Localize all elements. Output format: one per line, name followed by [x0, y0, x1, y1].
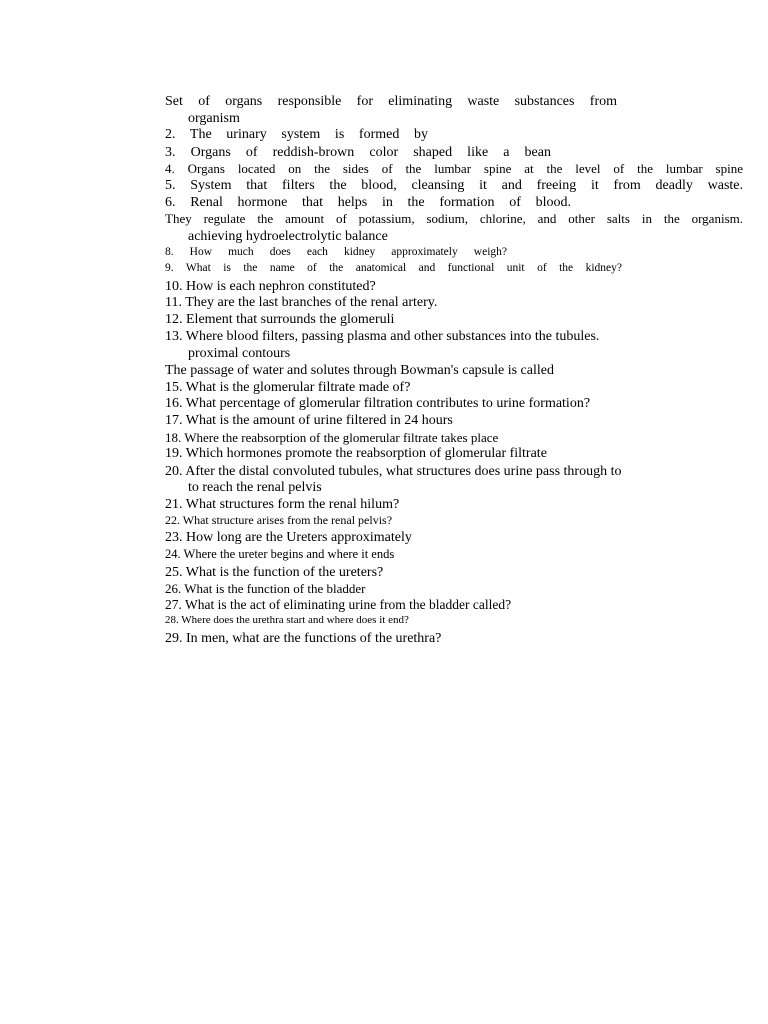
question-line: 17. What is the amount of urine filtered in 24 hours: [165, 413, 453, 428]
question-line: Set of organs responsible for eliminating waste substances from: [165, 94, 617, 109]
question-line: 4. Organs located on the sides of the lumbar spine at the level of the lumbar spine: [165, 161, 743, 176]
question-line-continuation: to reach the renal pelvis: [188, 480, 322, 495]
question-line: 20. After the distal convoluted tubules, what structures does urine pass through to: [165, 464, 622, 479]
question-line: 5. System that filters the blood, cleansing it and freeing it from deadly waste.: [165, 178, 743, 193]
question-line: 3. Organs of reddish-brown color shaped like a bean: [165, 145, 551, 160]
question-line: 27. What is the act of eliminating urine from the bladder called?: [165, 597, 512, 612]
question-line: 8. How much does each kidney approximately weigh?: [165, 246, 507, 258]
question-line: 18. Where the reabsorption of the glomerular filtrate takes place: [165, 430, 499, 445]
question-line: 13. Where blood filters, passing plasma and other substances into the tubules.: [165, 329, 600, 344]
question-line: 16. What percentage of glomerular filtration contributes to urine formation?: [165, 396, 591, 411]
question-line: 2. The urinary system is formed by: [165, 127, 428, 142]
question-line: 26. What is the function of the bladder: [165, 581, 366, 596]
question-line: 12. Element that surrounds the glomeruli: [165, 312, 395, 327]
question-line: 15. What is the glomerular filtrate made of?: [165, 380, 411, 395]
question-line: 24. Where the ureter begins and where it ends: [165, 547, 395, 561]
question-line: 28. Where does the urethra start and where does it end?: [165, 614, 409, 626]
question-line-continuation: organism: [188, 111, 240, 126]
question-line: 6. Renal hormone that helps in the formation of blood.: [165, 195, 571, 210]
question-line: 22. What structure arises from the renal pelvis?: [165, 513, 393, 527]
question-line: 10. How is each nephron constituted?: [165, 279, 376, 294]
question-line-continuation: achieving hydroelectrolytic balance: [188, 229, 388, 244]
question-line: They regulate the amount of potassium, sodium, chlorine, and other salts in the organism.: [165, 211, 743, 226]
question-line: 9. What is the name of the anatomical and functional unit of the kidney?: [165, 262, 622, 274]
question-line: The passage of water and solutes through Bowman's capsule is called: [165, 363, 554, 378]
question-line-continuation: proximal contours: [188, 346, 291, 361]
question-line: 21. What structures form the renal hilum?: [165, 497, 400, 512]
question-line: 11. They are the last branches of the renal artery.: [165, 295, 438, 310]
question-line: 23. How long are the Ureters approximately: [165, 530, 412, 545]
question-line: 29. In men, what are the functions of the urethra?: [165, 631, 442, 646]
question-line: 19. Which hormones promote the reabsorption of glomerular filtrate: [165, 446, 547, 461]
question-line: 25. What is the function of the ureters?: [165, 565, 384, 580]
